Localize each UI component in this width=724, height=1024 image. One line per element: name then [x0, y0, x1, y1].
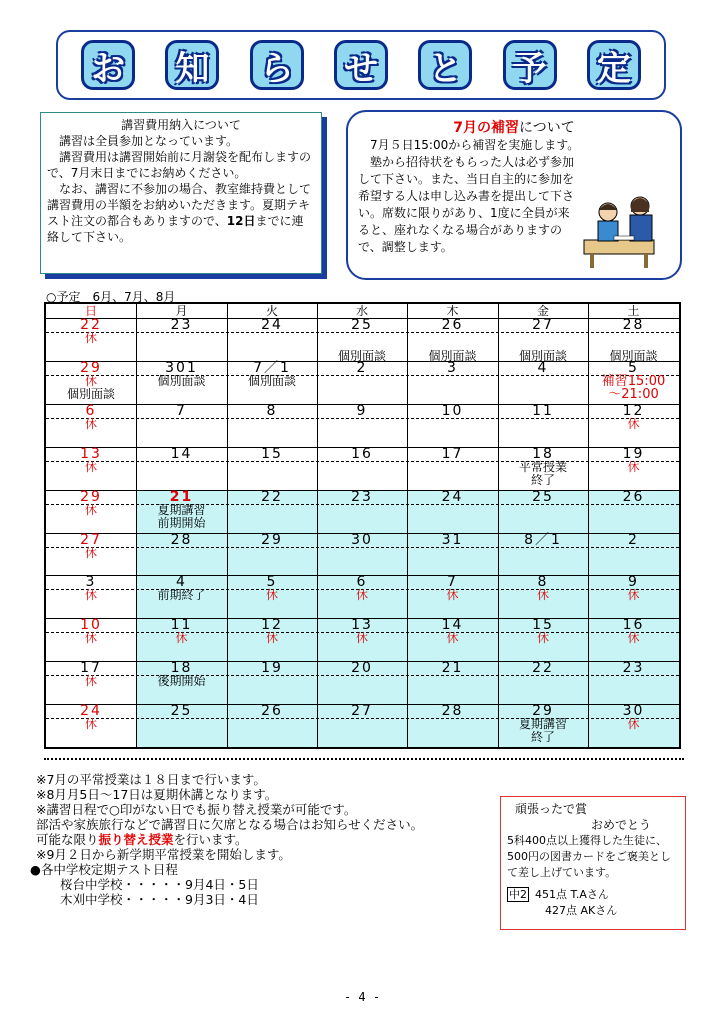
date-number: 21 [169, 488, 194, 505]
date-number: 12 [261, 617, 283, 634]
calendar-cell [498, 705, 588, 744]
calendar-cell [46, 319, 136, 345]
cell-note: 夏期講習 [518, 717, 567, 732]
award-winner [507, 887, 679, 903]
calendar-cell [317, 576, 407, 602]
cell-note: ～21:00 [608, 386, 659, 402]
calendar-cell [136, 359, 227, 388]
date-number: 10 [80, 617, 102, 634]
calendar-cell [136, 576, 227, 602]
date-number: 18 [532, 445, 554, 462]
calendar-cell [498, 319, 588, 363]
page-number: - 4 - [343, 990, 381, 1004]
date-number: 15 [261, 445, 283, 462]
calendar-cell [588, 619, 679, 645]
calendar-cell [498, 576, 588, 602]
hosyu-notice-box [346, 110, 682, 280]
date-number: 23 [622, 660, 645, 677]
date-number: 21 [441, 660, 464, 677]
date-number: 4 [176, 574, 187, 591]
weekday-header: 火 [265, 304, 278, 318]
cell-note: 休 [627, 459, 640, 474]
calendar-cell [317, 402, 407, 419]
cell-note: 個別面談 [518, 349, 567, 363]
date-number: 4 [537, 359, 549, 376]
cell-note: 休 [355, 588, 368, 603]
title-char: 予 [503, 40, 557, 90]
calendar-cell [227, 359, 317, 388]
fees-para3 [47, 181, 315, 245]
cell-note: 休 [84, 459, 97, 474]
cell-note: 平常授業 [518, 459, 567, 474]
date-number: 25 [170, 703, 193, 720]
test-school: 桜台中学校・・・・・9月4日・5日 [60, 877, 259, 892]
date-number: 29 [80, 488, 102, 505]
cell-note: 個別面談 [609, 349, 658, 363]
cell-note: 後期開始 [157, 674, 206, 689]
calendar-cell [407, 662, 498, 675]
cell-note: 休 [84, 331, 97, 345]
calendar-cell [498, 619, 588, 645]
title-char: せ [334, 40, 388, 90]
calendar-cell [227, 319, 317, 332]
date-number: 301 [165, 359, 198, 376]
cell-note: 休 [84, 545, 97, 560]
calendar-cell [588, 576, 679, 602]
cell-note: 休 [84, 373, 97, 388]
date-number: 24 [441, 488, 464, 505]
winner-1: 451点 T.Aさん [535, 888, 609, 901]
calendar-cell [407, 359, 498, 376]
cell-note: 個別面談 [66, 386, 115, 401]
cell-note: 休 [84, 717, 97, 732]
weekday-header: 日 [84, 304, 97, 318]
date-number: 7 [176, 402, 187, 419]
date-number: 20 [351, 660, 373, 677]
calendar-cell [136, 445, 227, 462]
cell-note: 休 [627, 588, 640, 603]
calendar-cell [588, 705, 679, 731]
date-number: 28 [441, 703, 464, 720]
date-number: 15 [532, 617, 554, 634]
calendar-cell [317, 359, 407, 376]
fees-line1: 講習は全員参加となっています。 [59, 134, 239, 148]
date-number: 2 [628, 531, 639, 548]
date-number: 28 [622, 317, 645, 333]
calendar-cell [588, 445, 679, 474]
date-number: 19 [622, 445, 645, 462]
fees-para3-pre: なお、講習に不参加の場合、教室維持費として講習費用の半額をお納めいただきます。夏期テキスト注文の都合もありますので、 [47, 182, 312, 228]
date-number: 2 [356, 359, 368, 376]
cell-note: 休 [627, 416, 640, 431]
date-number: 14 [441, 617, 464, 634]
cell-note: 休 [627, 631, 640, 646]
calendar-cell [46, 576, 136, 602]
test-schedule [30, 862, 259, 907]
hosyu-para2: 塾から招待状をもらった人は必ず参加して下さい。また、当日自主的に参加を希望する人は申し込み書を提出して下さい。席数に限りがあり、1度に全員が来ると、座れなくなる場合がありますので、調整します。 [358, 155, 575, 254]
cell-note: 終了 [530, 472, 555, 487]
date-number: 6 [85, 402, 97, 419]
calendar-cell [317, 619, 407, 645]
note-pre: 可能な限り [36, 832, 99, 847]
date-number: 22 [532, 660, 554, 677]
cell-note: 休 [627, 717, 640, 732]
calendar-cell [46, 488, 136, 517]
calendar-cell [407, 705, 498, 718]
date-number: 11 [532, 402, 554, 419]
date-number: 29 [80, 359, 102, 376]
note-post: を行います。 [173, 832, 248, 847]
calendar [44, 302, 681, 749]
date-number: 28 [170, 531, 193, 548]
date-number: 12 [622, 402, 645, 419]
calendar-caption: ○予定 6月、7月、8月 [46, 290, 176, 304]
calendar-cell [498, 402, 588, 419]
fees-para2: 講習費用は講習開始前に月謝袋を配布しますので、7月末日までにお納めください。 [47, 150, 312, 180]
calendar-cell [136, 662, 227, 688]
calendar-cell [588, 359, 679, 402]
fees-para3-post: までに連絡して下さい。 [47, 214, 304, 244]
date-number: 29 [532, 703, 554, 720]
date-number: 27 [80, 531, 102, 548]
date-number: 6 [356, 574, 368, 591]
calendar-cell [407, 488, 498, 505]
grade-badge: 中2 [509, 888, 527, 901]
date-number: 23 [351, 488, 373, 505]
calendar-cell [46, 445, 136, 474]
calendar-cell [46, 359, 136, 401]
calendar-cell [227, 576, 317, 602]
date-number: 9 [356, 402, 368, 419]
date-number: 11 [170, 617, 193, 634]
cell-note: 休 [84, 416, 97, 431]
fees-deadline: 12日 [226, 214, 256, 228]
title-char: 定 [587, 40, 641, 90]
calendar-cell [407, 576, 498, 602]
date-number: 22 [261, 488, 283, 505]
calendar-cell [227, 488, 317, 505]
date-number: 7 [447, 574, 458, 591]
cell-note: 休 [175, 631, 188, 646]
note-line: 部活や家族旅行などで講習日に欠席となる場合はお知らせください。 [36, 817, 424, 832]
cell-note: 補習15:00 [601, 373, 666, 389]
calendar-cell [136, 488, 227, 530]
fees-heading: 講習費用納入について [121, 118, 241, 132]
date-number: 8 [266, 402, 278, 419]
calendar-cell [46, 531, 136, 560]
calendar-cell [136, 531, 227, 548]
cell-note: 前期開始 [157, 515, 206, 530]
calendar-cell [136, 705, 227, 718]
calendar-cell [498, 445, 588, 487]
date-number: 25 [532, 488, 554, 505]
title-char: お [81, 40, 135, 90]
calendar-cell [498, 531, 588, 548]
cell-note: 終了 [530, 730, 555, 745]
calendar-cell [498, 662, 588, 675]
cell-note: 休 [265, 631, 278, 646]
calendar-cell [227, 619, 317, 645]
date-number: 3 [85, 574, 97, 591]
date-number: 19 [261, 660, 283, 677]
note-line: ※9月２日から新学期平常授業を開始します。 [36, 847, 291, 862]
date-number: 26 [622, 488, 645, 505]
cell-note: 休 [536, 588, 549, 603]
calendar-cell [407, 402, 498, 419]
fees-notice-box [40, 112, 322, 274]
date-number: 5 [266, 574, 278, 591]
cell-note: 夏期講習 [157, 502, 206, 517]
date-number: 24 [261, 317, 283, 333]
calendar-cell [227, 531, 317, 548]
cell-note: 個別面談 [247, 373, 296, 388]
title-char: 知 [165, 40, 219, 90]
cell-note: 休 [84, 588, 97, 603]
note-highlight: 振り替え授業 [98, 832, 174, 847]
date-number: 24 [80, 703, 102, 720]
weekday-header: 月 [175, 304, 188, 318]
award-box [500, 796, 686, 930]
date-number: 30 [622, 703, 645, 720]
title-banner [56, 30, 666, 100]
test-heading: ●各中学校定期テスト日程 [30, 862, 178, 877]
calendar-cell [317, 531, 407, 548]
cell-note: 休 [446, 588, 459, 603]
calendar-cell [588, 662, 679, 675]
hosyu-para1: 7月５日15:00から補習を実施します。 [370, 138, 580, 152]
calendar-cell [407, 531, 498, 548]
note-line: ※8月月5日～17日は夏期休講となります。 [36, 787, 278, 802]
calendar-cell [317, 705, 407, 718]
cell-note: 前期終了 [157, 588, 206, 603]
date-number: 29 [261, 531, 283, 548]
date-number: 16 [351, 445, 373, 462]
date-number: 18 [170, 660, 193, 677]
calendar-cell [588, 319, 679, 363]
cell-note: 休 [536, 631, 549, 646]
date-number: 26 [441, 317, 464, 333]
calendar-cell [136, 402, 227, 419]
calendar-cell [588, 402, 679, 431]
date-number: 14 [170, 445, 193, 462]
award-title: 頑張ったで賞 [515, 802, 588, 816]
calendar-cell [46, 705, 136, 731]
weekday-header: 土 [627, 304, 640, 318]
date-number: 5 [628, 359, 639, 376]
date-number: 23 [170, 317, 193, 333]
cell-note: 個別面談 [428, 349, 477, 363]
note-line: ※7月の平常授業は１８日まで行います。 [36, 772, 266, 787]
date-number: 8 [537, 574, 549, 591]
date-number: 27 [351, 703, 373, 720]
calendar-cell [317, 662, 407, 675]
title-char: と [418, 40, 472, 90]
calendar-cell [317, 488, 407, 505]
cell-note: 休 [84, 674, 97, 689]
weekday-header: 金 [536, 304, 549, 318]
calendar-cell [588, 531, 679, 548]
hosyu-heading-rest: について [519, 120, 575, 136]
notes [36, 772, 423, 862]
cell-note: 個別面談 [157, 373, 206, 388]
divider [44, 758, 684, 760]
calendar-cell [227, 662, 317, 675]
date-number: 13 [351, 617, 373, 634]
award-winner: 427点 AKさん [545, 904, 618, 917]
cell-note: 休 [84, 502, 97, 517]
date-number: 17 [441, 445, 464, 462]
date-number: 8／1 [524, 531, 562, 548]
title-char: ら [250, 40, 304, 90]
teacher-student-icon [580, 190, 672, 270]
calendar-cell [498, 359, 588, 376]
calendar-cell [407, 619, 498, 645]
date-number: 30 [351, 531, 373, 548]
calendar-cell [46, 402, 136, 431]
date-number: 27 [532, 317, 554, 333]
date-number: 7／1 [253, 359, 291, 376]
weekday-header: 木 [446, 304, 459, 318]
cell-note: 休 [355, 631, 368, 646]
cell-note: 休 [446, 631, 459, 646]
date-number: 9 [628, 574, 639, 591]
note-line [36, 832, 423, 847]
cell-note: 休 [265, 588, 278, 603]
date-number: 25 [351, 317, 373, 333]
date-number: 13 [80, 445, 102, 462]
date-number: 17 [80, 660, 102, 677]
award-congrats: おめでとう [590, 818, 651, 832]
calendar-cell [407, 319, 498, 363]
calendar-cell [227, 445, 317, 462]
calendar-cell [136, 319, 227, 332]
cell-note: 個別面談 [337, 349, 386, 363]
cell-note: 休 [84, 631, 97, 646]
hosyu-heading-red: 7月の補習 [453, 120, 519, 136]
award-description: 5科400点以上獲得した生徒に、500円の図書カードをご褒美として差し上げています。 [507, 834, 671, 879]
weekday-header: 水 [355, 304, 368, 318]
hosyu-heading [358, 120, 670, 137]
date-number: 26 [261, 703, 283, 720]
calendar-cell [227, 402, 317, 419]
calendar-cell [317, 445, 407, 462]
calendar-cell [46, 662, 136, 688]
date-number: 10 [441, 402, 464, 419]
calendar-cell [227, 705, 317, 718]
calendar-cell [136, 619, 227, 645]
date-number: 31 [441, 531, 464, 548]
calendar-cell [46, 619, 136, 645]
calendar-grid [46, 304, 679, 747]
note-line: ※講習日程で○印がない日でも振り替え授業が可能です。 [36, 802, 357, 817]
date-number: 3 [447, 359, 458, 376]
calendar-cell [317, 319, 407, 363]
test-school: 木刈中学校・・・・・9月3日・4日 [60, 892, 259, 907]
calendar-cell [407, 445, 498, 462]
date-number: 22 [80, 317, 102, 333]
calendar-cell [588, 488, 679, 505]
date-number: 16 [622, 617, 645, 634]
calendar-cell [498, 488, 588, 505]
